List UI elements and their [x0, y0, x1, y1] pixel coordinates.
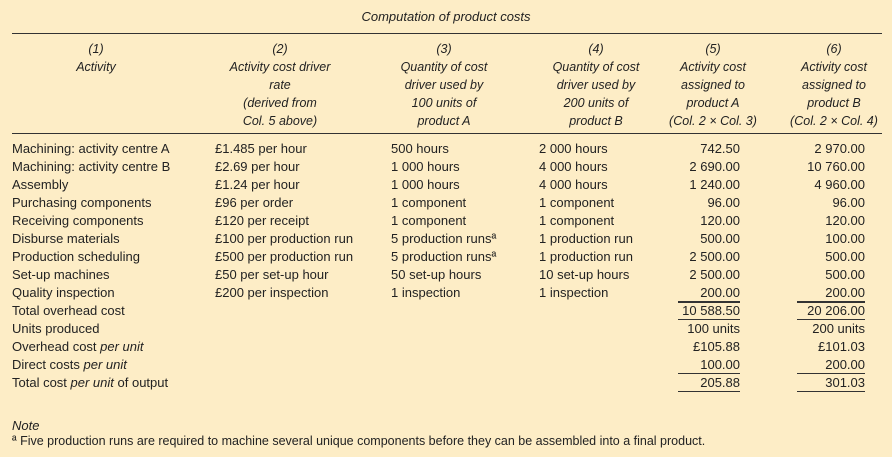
activity-cell: Quality inspection	[12, 285, 115, 300]
overhead-unit-a: £105.88	[693, 339, 740, 354]
quantity-a-cell: 5 production runsª	[391, 231, 497, 246]
activity-cell: Set-up machines	[12, 267, 110, 282]
rate-cell: £500 per production run	[215, 249, 354, 264]
units-b: 200 units	[812, 321, 865, 336]
activity-cell: Machining: activity centre A	[12, 141, 170, 156]
quantity-a-cell: 50 set-up hours	[391, 267, 482, 282]
activity-cell: Production scheduling	[12, 249, 140, 264]
header-line: Activity cost	[680, 60, 746, 74]
row-label: Total cost per unit of output	[12, 375, 169, 390]
table-row	[0, 230, 892, 248]
cost-b-cell: 120.00	[825, 213, 865, 228]
cost-b-cell: 4 960.00	[814, 177, 865, 192]
cost-a-cell: 2 690.00	[689, 159, 740, 174]
cost-b-cell: 500.00	[825, 249, 865, 264]
quantity-b-cell: 4 000 hours	[539, 159, 608, 174]
header-line: (5)	[705, 42, 721, 56]
row-label: Direct costs per unit	[12, 357, 127, 372]
total-unit-b: 301.03	[797, 375, 865, 392]
table-row	[0, 176, 892, 194]
header-line: Quantity of cost	[552, 60, 640, 74]
cost-b-cell: 500.00	[825, 267, 865, 282]
cost-a-cell: 2 500.00	[689, 267, 740, 282]
activity-cell: Receiving components	[12, 213, 144, 228]
summary-row-units	[0, 320, 892, 338]
overhead-unit-b: £101.03	[818, 339, 865, 354]
rate-cell: £100 per production run	[215, 231, 354, 246]
header-line: driver used by	[404, 78, 484, 92]
rate-cell: £120 per receipt	[215, 213, 309, 228]
header-line: 100 units of	[411, 96, 477, 110]
summary-row-total-overhead	[0, 302, 892, 320]
top-rule	[12, 33, 882, 34]
header-line: driver used by	[556, 78, 636, 92]
rate-cell: £2.69 per hour	[215, 159, 300, 174]
cost-b-cell: 100.00	[825, 231, 865, 246]
header-line: (2)	[272, 42, 288, 56]
header-line: 200 units of	[563, 96, 629, 110]
total-overhead-b: 20 206.00	[797, 302, 865, 320]
quantity-b-cell: 1 production run	[539, 249, 633, 264]
activity-cell: Machining: activity centre B	[12, 159, 171, 174]
table-row	[0, 140, 892, 158]
row-label: Units produced	[12, 321, 100, 336]
cost-a-cell: 742.50	[700, 141, 740, 156]
cost-a-cell: 2 500.00	[689, 249, 740, 264]
table-row	[0, 158, 892, 176]
header-rule	[12, 133, 882, 134]
header-line: Activity	[76, 60, 116, 74]
header-line: (4)	[588, 42, 604, 56]
activity-cell: Purchasing components	[12, 195, 152, 210]
cost-b-cell: 10 760.00	[807, 159, 865, 174]
column-header-2	[195, 40, 365, 130]
quantity-b-cell: 1 component	[539, 195, 615, 210]
total-overhead-a: 10 588.50	[678, 302, 740, 320]
header-line: assigned to	[681, 78, 745, 92]
header-line: product A	[417, 114, 471, 128]
header-line: (3)	[436, 42, 452, 56]
footnote: ª Five production runs are required to machine several unique components before they can be assembled into a final product.	[12, 434, 706, 448]
cost-a-cell: 96.00	[707, 195, 740, 210]
quantity-a-cell: 1 inspection	[391, 285, 461, 300]
table-title: Computation of product costs	[361, 9, 531, 24]
direct-unit-a: 100.00	[678, 357, 740, 374]
header-line: (Col. 2 × Col. 4)	[790, 114, 878, 128]
cost-a-cell: 1 240.00	[689, 177, 740, 192]
quantity-b-cell: 1 production run	[539, 231, 633, 246]
rate-cell: £96 per order	[215, 195, 294, 210]
rate-cell: £1.485 per hour	[215, 141, 307, 156]
header-line: assigned to	[802, 78, 866, 92]
summary-row-direct-per-unit	[0, 356, 892, 374]
summary-row-overhead-per-unit	[0, 338, 892, 356]
header-line: (Col. 2 × Col. 3)	[669, 114, 757, 128]
header-line: (1)	[88, 42, 104, 56]
quantity-b-cell: 1 component	[539, 213, 615, 228]
rate-cell: £1.24 per hour	[215, 177, 300, 192]
cost-b-cell: 96.00	[832, 195, 865, 210]
quantity-b-cell: 2 000 hours	[539, 141, 608, 156]
rate-cell: £50 per set-up hour	[215, 267, 329, 282]
header-line: Activity cost driver	[229, 60, 331, 74]
quantity-a-cell: 5 production runsª	[391, 249, 497, 264]
header-line: Activity cost	[801, 60, 867, 74]
direct-unit-b: 200.00	[797, 357, 865, 374]
table-row	[0, 266, 892, 284]
activity-cell: Assembly	[12, 177, 69, 192]
row-label: Total overhead cost	[12, 303, 125, 318]
quantity-a-cell: 1 component	[391, 195, 467, 210]
table-row	[0, 194, 892, 212]
quantity-a-cell: 1 000 hours	[391, 159, 460, 174]
quantity-b-cell: 1 inspection	[539, 285, 609, 300]
column-header-3	[359, 40, 529, 130]
note-title: Note	[12, 418, 40, 433]
activity-cell: Disburse materials	[12, 231, 120, 246]
quantity-b-cell: 4 000 hours	[539, 177, 608, 192]
rate-cell: £200 per inspection	[215, 285, 329, 300]
units-a: 100 units	[687, 321, 740, 336]
header-line: product B	[569, 114, 623, 128]
quantity-a-cell: 1 component	[391, 213, 467, 228]
row-label: Overhead cost per unit	[12, 339, 144, 354]
quantity-a-cell: 1 000 hours	[391, 177, 460, 192]
cost-a-cell: 500.00	[700, 231, 740, 246]
column-header-6	[749, 40, 892, 130]
quantity-a-cell: 500 hours	[391, 141, 449, 156]
header-line: (6)	[826, 42, 842, 56]
header-line: (derived from	[243, 96, 317, 110]
table-row	[0, 212, 892, 230]
header-line: product B	[807, 96, 861, 110]
header-line: Quantity of cost	[400, 60, 488, 74]
column-header-1	[11, 40, 181, 76]
header-line: product A	[686, 96, 740, 110]
cost-b-cell: 200.00	[797, 285, 865, 302]
header-line: Col. 5 above)	[242, 114, 318, 128]
cost-a-cell: 120.00	[700, 213, 740, 228]
summary-row-total-per-unit	[0, 374, 892, 392]
table-row	[0, 284, 892, 302]
table-row	[0, 248, 892, 266]
total-unit-a: 205.88	[678, 375, 740, 392]
cost-b-cell: 2 970.00	[814, 141, 865, 156]
quantity-b-cell: 10 set-up hours	[539, 267, 630, 282]
header-line: rate	[269, 78, 291, 92]
cost-a-cell: 200.00	[678, 285, 740, 302]
